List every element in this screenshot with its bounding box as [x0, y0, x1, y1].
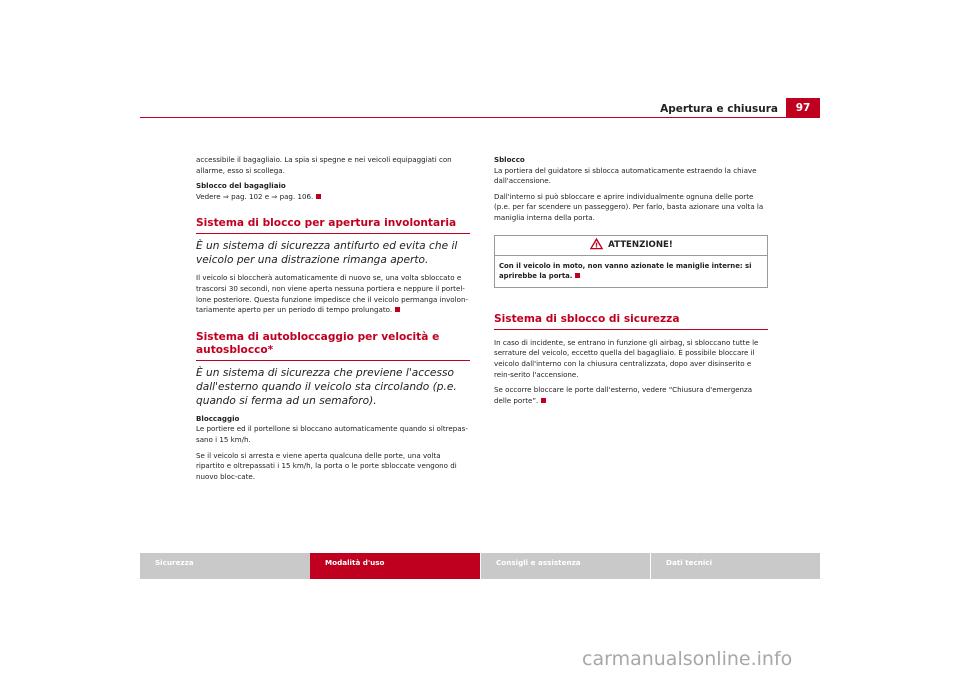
cross-reference-text: Vedere ⇒ pag. 102 e ⇒ pag. 106.	[196, 191, 314, 201]
header-divider	[140, 117, 820, 118]
paragraph: accessibile il bagagliaio. La spia si spegne e nei veicoli equipaggiati con allarme, esso si scollega.	[196, 155, 452, 175]
chapter-tab-modalita-duso[interactable]: Modalità d'uso	[310, 553, 480, 579]
paragraph: La portiera del guidatore si sblocca automaticamente estraendo la chiave dall'accensione.	[494, 165, 757, 186]
chapter-tab-sicurezza[interactable]: Sicurezza	[140, 553, 310, 579]
sub-heading: Sblocco del bagagliaio	[196, 181, 286, 191]
warning-triangle-icon	[589, 237, 604, 250]
section-end-marker	[575, 273, 580, 278]
paragraph: In caso di incidente, se entrano in funzione gli airbag, si sbloccano tutte le serrature del veicolo, eccetto quella del bagagliaio. È possibile bloccare il veicolo dall'interno con la chiusura centralizzata, dopo aver disinserito e rein-serito l'accensione.	[494, 337, 759, 379]
paragraph: Le portiere ed il portellone si bloccano automaticamente quando si oltrepas-sano i 15 km/h.	[196, 424, 468, 444]
header-title: Apertura e chiusura	[660, 103, 778, 115]
paragraph	[494, 385, 768, 406]
section-end-marker	[541, 398, 546, 403]
warning-body	[495, 256, 767, 287]
chapter-navigation-bar	[140, 553, 820, 579]
sub-heading: Sblocco	[494, 155, 525, 164]
section-intro: È un sistema di sicurezza antifurto ed evita che il veicolo per una distrazione rimanga aperto.	[196, 240, 458, 267]
paragraph	[196, 192, 470, 203]
paragraph	[196, 181, 470, 192]
paragraph-text: Il veicolo si bloccherà automaticamente di nuovo se, una volta sbloccato e trascorsi 30 secondi, non viene aperta nessuna portiera e neppure il portel-lone posteriore. Questa funzione impedisce che il veicolo permanga involon-tariamente aperto per un periodo di tempo prolungato.	[196, 273, 469, 315]
paragraph	[494, 155, 768, 166]
sub-heading: Bloccaggio	[196, 413, 240, 423]
section-end-marker	[395, 307, 400, 312]
watermark: carmanualsonline.info	[582, 648, 793, 670]
warning-title-bar	[495, 236, 767, 256]
warning-text: Con il veicolo in moto, non vanno azionate le maniglie interne: si aprirebbe la porta.	[499, 261, 752, 281]
chapter-tab-dati-tecnici[interactable]: Dati tecnici	[650, 553, 820, 579]
section-heading: Sistema di autobloccaggio per velocità e autosblocco*	[196, 331, 470, 361]
chapter-tab-consigli-e-assistenza[interactable]: Consigli e assistenza	[480, 553, 650, 579]
section-end-marker	[316, 194, 321, 199]
paragraph	[196, 273, 470, 315]
paragraph	[196, 414, 470, 425]
section-heading: Sistema di blocco per apertura involontaria	[196, 217, 470, 234]
section-intro: È un sistema di sicurezza che previene l'accesso dall'esterno quando il veicolo sta circolando (p.e. quando si ferma ad un semaforo).	[196, 366, 457, 407]
left-column	[196, 155, 470, 487]
paragraph: Dall'interno si può sbloccare e aprire individualmente ognuna delle porte (p.e. per far scendere un passeggero). Per farlo, basta azionare una volta la maniglia interna della porta.	[494, 191, 764, 222]
paragraph-text: Se occorre bloccare le porte dall'esterno, vedere “Chiusura d'emergenza delle porte”.	[494, 385, 753, 405]
warning-box	[494, 235, 768, 288]
page-number: 97	[786, 98, 820, 118]
section-heading: Sistema di sblocco di sicurezza	[494, 313, 768, 330]
warning-title: ATTENZIONE!	[608, 239, 673, 250]
paragraph: Se il veicolo si arresta e viene aperta qualcuna delle porte, una volta ripartito e oltrepassati i 15 km/h, la porta o le porte sbloccate vengono di nuovo bloc-cate.	[196, 450, 457, 481]
right-column	[494, 155, 768, 411]
